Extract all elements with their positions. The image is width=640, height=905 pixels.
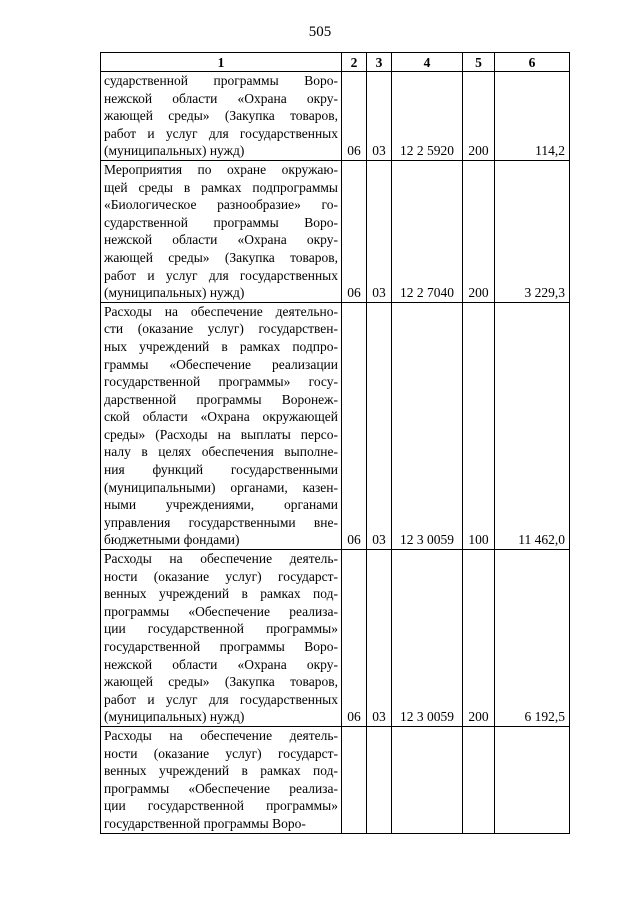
description-line: щей среды в рамках подпрограммы	[104, 179, 338, 195]
subsection-code: 03	[367, 302, 392, 549]
column-header-2: 2	[342, 53, 367, 72]
column-header-3: 3	[367, 53, 392, 72]
section-code: 06	[342, 302, 367, 549]
section-code: 06	[342, 550, 367, 727]
description-line: (муниципальных) нужд)	[104, 143, 245, 159]
description-line: ности (оказание услуг) государст-	[104, 568, 338, 584]
description-line: работ и услуг для государственных	[104, 125, 338, 141]
table-header-row	[101, 53, 570, 72]
row-description	[101, 72, 342, 161]
subsection-code: 03	[367, 550, 392, 727]
target-article-code: 12 3 0059	[392, 302, 463, 549]
description-line: Расходы на обеспечение деятель-	[104, 727, 338, 743]
column-header-6: 6	[495, 53, 570, 72]
description-line: сударственной программы Воро-	[104, 214, 338, 230]
description-line: ными учреждениями, органами	[104, 497, 338, 513]
description-line: государственной программы Воро-	[104, 639, 338, 654]
table-row	[101, 550, 570, 727]
description-line: граммы «Обеспечение реализации	[104, 356, 338, 372]
description-line: (муниципальных) нужд)	[104, 709, 245, 725]
subsection-code	[367, 726, 392, 833]
expense-type-code: 200	[463, 72, 495, 161]
expense-type-code	[463, 726, 495, 833]
section-code: 06	[342, 72, 367, 161]
table-body	[101, 72, 570, 834]
description-line: дарственной программы Воронеж-	[104, 391, 338, 407]
column-header-4: 4	[392, 53, 463, 72]
row-description	[101, 726, 342, 833]
subsection-code: 03	[367, 160, 392, 302]
expense-type-code: 200	[463, 550, 495, 727]
section-code	[342, 726, 367, 833]
description-line: среды» (Расходы на выплаты персо-	[104, 426, 338, 442]
subsection-code: 03	[367, 72, 392, 161]
column-header-5: 5	[463, 53, 495, 72]
row-description	[101, 160, 342, 302]
description-line: налу в целях обеспечения выполне-	[104, 444, 338, 460]
description-line: жающей среды» (Закупка товаров,	[104, 249, 338, 265]
amount-value	[495, 726, 570, 833]
section-code: 06	[342, 160, 367, 302]
description-line: Мероприятия по охране окружаю-	[104, 161, 338, 177]
description-line: венных учреждений в рамках под-	[104, 586, 338, 602]
description-line: работ и услуг для государственных	[104, 691, 338, 707]
table-row	[101, 72, 570, 161]
expense-type-code: 200	[463, 160, 495, 302]
description-line: управления государственными вне-	[104, 514, 338, 530]
description-line: ности (оказание услуг) государст-	[104, 745, 338, 761]
description-line: Расходы на обеспечение деятельно-	[104, 303, 338, 319]
amount-value: 3 229,3	[495, 160, 570, 302]
description-line: государственной программы Воро-	[104, 815, 306, 831]
description-line: ции государственной программы»	[104, 798, 338, 814]
target-article-code: 12 2 7040	[392, 160, 463, 302]
description-line: бюджетными фондами)	[104, 532, 240, 548]
table-row	[101, 726, 570, 833]
page-number: 505	[308, 24, 332, 40]
budget-table	[100, 52, 570, 834]
amount-value: 6 192,5	[495, 550, 570, 727]
expense-type-code: 100	[463, 302, 495, 549]
description-line: государственной программы» госу-	[104, 374, 338, 390]
description-line: сударственной программы Воро-	[104, 73, 338, 88]
target-article-code: 12 3 0059	[392, 550, 463, 727]
description-line: ции государственной программы»	[104, 621, 338, 637]
target-article-code	[392, 726, 463, 833]
description-line: программы «Обеспечение реализа-	[104, 780, 338, 796]
description-line: нежской области «Охрана окру-	[104, 656, 338, 672]
description-line: «Биологическое разнообразие» го-	[104, 197, 338, 213]
column-header-1: 1	[101, 53, 342, 72]
description-line: жающей среды» (Закупка товаров,	[104, 674, 338, 690]
description-line: ных учреждений в рамках подпро-	[104, 338, 338, 354]
description-line: работ и услуг для государственных	[104, 267, 338, 283]
description-line: венных учреждений в рамках под-	[104, 763, 338, 779]
description-line: (муниципальных) нужд)	[104, 285, 245, 301]
table-row	[101, 160, 570, 302]
row-description	[101, 302, 342, 549]
description-line: сти (оказание услуг) государствен-	[104, 321, 338, 337]
row-description	[101, 550, 342, 727]
description-line: ния функций государственными	[104, 462, 338, 478]
description-line: ской области «Охрана окружающей	[104, 409, 338, 425]
description-line: жающей среды» (Закупка товаров,	[104, 108, 338, 124]
table-row	[101, 302, 570, 549]
description-line: программы «Обеспечение реализа-	[104, 603, 338, 619]
description-line: нежской области «Охрана окру-	[104, 90, 338, 106]
amount-value: 114,2	[495, 72, 570, 161]
amount-value: 11 462,0	[495, 302, 570, 549]
description-line: нежской области «Охрана окру-	[104, 232, 338, 248]
target-article-code: 12 2 5920	[392, 72, 463, 161]
description-line: Расходы на обеспечение деятель-	[104, 551, 338, 567]
description-line: (муниципальными) органами, казен-	[104, 479, 338, 495]
